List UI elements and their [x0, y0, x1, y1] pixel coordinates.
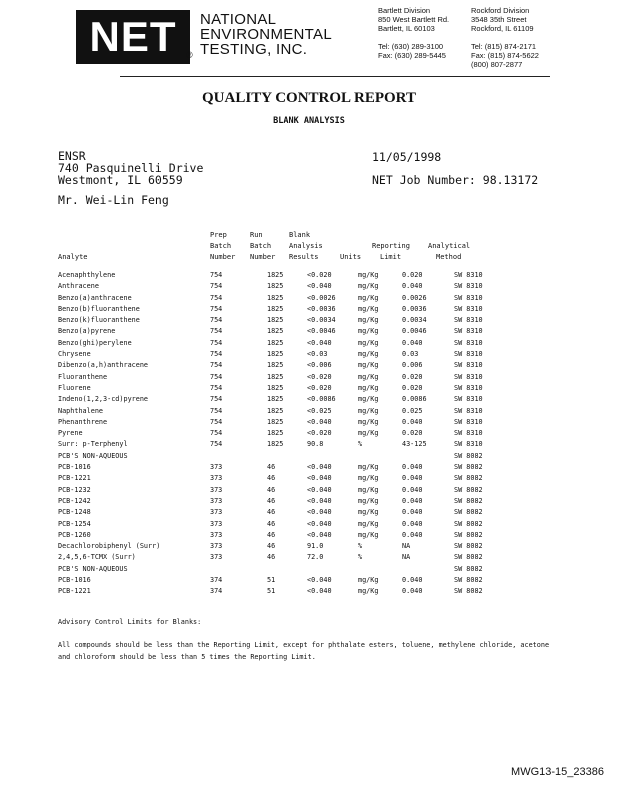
method-cell: SW 8082 [454, 576, 483, 585]
analyte-cell: PCB'S NON-AQUEOUS [58, 451, 128, 460]
result-cell: <0.006 [307, 361, 332, 370]
prep-batch-cell: 754 [210, 429, 223, 438]
reporting-limit-cell: 0.040 [402, 485, 423, 494]
col-header-text: Units [340, 253, 362, 261]
reporting-limit-cell: 0.025 [402, 406, 423, 415]
run-batch-cell [267, 451, 307, 462]
result-cell: <0.040 [307, 474, 332, 483]
reporting-limit-cell: 0.0026 [402, 293, 427, 302]
analyte-cell: PCB-1242 [58, 496, 91, 505]
result-cell: <0.040 [307, 463, 332, 472]
bartlett-line: 850 West Bartlett Rd. [378, 15, 450, 24]
col-header-text: Analyte [58, 253, 88, 261]
table-row [58, 417, 514, 428]
table-row [58, 293, 514, 304]
reporting-limit-cell: 0.040 [402, 417, 423, 426]
prep-batch-cell: 373 [210, 463, 223, 472]
col-header-blank [289, 230, 323, 263]
analyte-cell: Phenanthrene [58, 417, 108, 426]
result-cell: <0.020 [307, 383, 332, 392]
result-cell: 91.0 [307, 542, 324, 551]
prep-batch-cell: 373 [210, 474, 223, 483]
analyte-cell: PCB-1221 [58, 474, 91, 483]
result-cell: <0.040 [307, 417, 332, 426]
reporting-limit-cell: 0.006 [402, 361, 423, 370]
reporting-limit-cell: 0.040 [402, 474, 423, 483]
analyte-cell: Naphthalene [58, 406, 104, 415]
run-batch-cell: 46 [267, 542, 276, 551]
prep-batch-cell: 754 [210, 282, 223, 291]
table-row [58, 281, 514, 292]
table-row [58, 428, 514, 439]
analyte-cell: PCB-1232 [58, 485, 91, 494]
rockford-line: Tel: (815) 874-2171 [471, 42, 537, 51]
bartlett-line: Fax: (630) 289-5445 [378, 51, 446, 60]
company-line-2: ENVIRONMENTAL [200, 26, 332, 43]
method-cell: SW 8082 [454, 508, 483, 517]
method-cell: SW 8082 [454, 496, 483, 505]
rockford-line: (800) 807-2877 [471, 60, 523, 69]
units-cell: % [358, 542, 363, 551]
method-cell: SW 8310 [454, 271, 483, 279]
prep-batch-cell: 373 [210, 542, 223, 551]
run-batch-cell: 1825 [267, 316, 284, 325]
method-cell: SW 8310 [454, 293, 483, 302]
units-cell: mg/Kg [358, 485, 379, 494]
document-id: MWG13-15_23386 [511, 766, 604, 778]
result-cell: <0.040 [307, 496, 332, 505]
advisory-heading: Advisory Control Limits for Blanks: [58, 618, 202, 626]
prep-batch-cell: 754 [210, 327, 223, 336]
units-cell: mg/Kg [358, 383, 379, 392]
table-row [58, 496, 514, 507]
reporting-limit-cell: 0.040 [402, 508, 423, 517]
col-header-run [250, 230, 275, 263]
method-cell: SW 8310 [454, 350, 483, 359]
run-batch-cell: 1825 [267, 282, 284, 291]
analyte-cell: Indeno(1,2,3-cd)pyrene [58, 395, 149, 404]
method-cell: SW 8310 [454, 406, 483, 415]
reporting-limit-cell: 0.0034 [402, 316, 427, 325]
prep-batch-cell: 374 [210, 587, 223, 596]
units-cell: mg/Kg [358, 350, 379, 359]
bartlett-line: Bartlett, IL 60103 [378, 24, 435, 33]
table-row [58, 439, 514, 450]
table-row [58, 462, 514, 473]
run-batch-cell: 1825 [267, 372, 284, 381]
col-header-units [340, 252, 361, 263]
analyte-cell: 2,4,5,6-TCMX (Surr) [58, 553, 136, 562]
analyte-cell: Pyrene [58, 429, 83, 438]
method-cell: SW 8082 [454, 474, 483, 483]
method-cell: SW 8082 [454, 463, 483, 472]
prep-batch-cell [210, 564, 267, 575]
rockford-line: 3548 35th Street [471, 15, 527, 24]
units-cell: mg/Kg [358, 496, 379, 505]
report-title: QUALITY CONTROL REPORT [202, 90, 416, 106]
units-cell: mg/Kg [358, 338, 379, 347]
table-row [58, 530, 514, 541]
run-batch-cell: 46 [267, 463, 276, 472]
prep-batch-cell: 373 [210, 519, 223, 528]
analyte-cell: Fluoranthene [58, 372, 108, 381]
result-cell: <0.0086 [307, 395, 336, 404]
col-header-text: Batch [250, 242, 272, 250]
table-row [58, 338, 514, 349]
result-cell: <0.0034 [307, 316, 336, 325]
run-batch-cell: 46 [267, 485, 276, 494]
method-cell: SW 8082 [454, 451, 483, 460]
result-cell: <0.03 [307, 350, 328, 359]
prep-batch-cell: 373 [210, 485, 223, 494]
method-cell: SW 8082 [454, 530, 483, 539]
analyte-cell: Benzo(ghi)perylene [58, 338, 132, 347]
col-header-text: Batch [210, 242, 232, 250]
prep-batch-cell: 373 [210, 530, 223, 539]
reporting-limit-cell: 0.040 [402, 496, 423, 505]
company-line-1: NATIONAL [200, 11, 277, 28]
run-batch-cell: 1825 [267, 338, 284, 347]
job-number: NET Job Number: 98.13172 [372, 173, 539, 187]
units-cell: mg/Kg [358, 463, 379, 472]
run-batch-cell: 1825 [267, 350, 284, 359]
units-cell: % [358, 440, 363, 449]
prep-batch-cell: 754 [210, 304, 223, 313]
advisory-text: All compounds should be less than the Reporting Limit, except for phthalate esters, toluene, methylene chloride, acetone and chloroform should be less than 5 times the Reporting Limit. [58, 641, 550, 661]
prep-batch-cell: 374 [210, 576, 223, 585]
reporting-limit-cell: NA [402, 542, 411, 551]
table-row [58, 326, 514, 337]
table-row [58, 564, 514, 575]
units-cell: mg/Kg [358, 530, 379, 539]
run-batch-cell: 1825 [267, 429, 284, 438]
prep-batch-cell [210, 451, 267, 462]
result-cell: <0.0036 [307, 304, 336, 313]
analyte-cell: Benzo(k)fluoranthene [58, 316, 140, 325]
run-batch-cell [267, 564, 307, 575]
units-cell: mg/Kg [358, 304, 379, 313]
reporting-limit-cell [402, 451, 454, 462]
units-cell: mg/Kg [358, 282, 379, 291]
method-cell: SW 8310 [454, 304, 483, 313]
table-row [58, 270, 514, 281]
prep-batch-cell: 754 [210, 395, 223, 404]
prep-batch-cell: 373 [210, 553, 223, 562]
result-cell: 72.0 [307, 553, 324, 562]
run-batch-cell: 51 [267, 576, 276, 585]
method-cell: SW 8310 [454, 327, 483, 336]
analyte-cell: Benzo(b)fluoranthene [58, 304, 140, 313]
prep-batch-cell: 754 [210, 406, 223, 415]
units-cell: mg/Kg [358, 316, 379, 325]
analyte-cell: PCB-1016 [58, 463, 91, 472]
method-cell: SW 8310 [454, 372, 483, 381]
result-cell: <0.0046 [307, 327, 336, 336]
col-header-text: Results [289, 253, 319, 261]
units-cell: % [358, 553, 363, 562]
prep-batch-cell: 754 [210, 350, 223, 359]
method-cell: SW 8082 [454, 587, 483, 596]
result-cell: <0.040 [307, 530, 332, 539]
reporting-limit-cell: 0.040 [402, 576, 423, 585]
bartlett-address [378, 6, 449, 60]
table-row [58, 406, 514, 417]
prep-batch-cell: 754 [210, 293, 223, 302]
method-cell: SW 8310 [454, 440, 483, 449]
result-cell: <0.040 [307, 338, 332, 347]
col-header-text: Limit [380, 253, 402, 261]
units-cell: mg/Kg [358, 271, 379, 279]
table-row [58, 519, 514, 530]
prep-batch-cell: 373 [210, 508, 223, 517]
analyte-cell: PCB-1221 [58, 587, 91, 596]
result-cell: <0.040 [307, 282, 332, 291]
table-row [58, 372, 514, 383]
prep-batch-cell: 754 [210, 338, 223, 347]
prep-batch-cell: 754 [210, 361, 223, 370]
col-header-text: Prep [210, 231, 227, 239]
method-cell: SW 8310 [454, 417, 483, 426]
rockford-line: Rockford Division [471, 6, 530, 15]
run-batch-cell: 46 [267, 553, 276, 562]
table-row [58, 315, 514, 326]
analyte-cell: Surr: p-Terphenyl [58, 440, 128, 449]
units-cell: mg/Kg [358, 474, 379, 483]
reporting-limit-cell: 0.03 [402, 350, 419, 359]
col-header-text: Number [250, 253, 276, 261]
result-cell: <0.020 [307, 429, 332, 438]
units-cell: mg/Kg [358, 508, 379, 517]
analyte-cell: Acenaphthylene [58, 271, 116, 279]
reporting-limit-cell: 0.040 [402, 587, 423, 596]
prep-batch-cell: 754 [210, 417, 223, 426]
col-header-prep [210, 230, 235, 263]
rockford-line: Fax: (815) 874-5622 [471, 51, 539, 60]
rockford-line: Rockford, IL 61109 [471, 24, 534, 33]
units-cell: mg/Kg [358, 587, 379, 596]
analyte-cell: Fluorene [58, 383, 91, 392]
table-row [58, 451, 514, 462]
analyte-cell: Decachlorobiphenyl (Surr) [58, 542, 161, 551]
table-row [58, 575, 514, 586]
run-batch-cell: 46 [267, 474, 276, 483]
result-cell: <0.0026 [307, 293, 336, 302]
bartlett-line: Tel: (630) 289-3100 [378, 42, 444, 51]
analyte-cell: PCB-1248 [58, 508, 91, 517]
units-cell: mg/Kg [358, 406, 379, 415]
analyte-cell: Benzo(a)pyrene [58, 327, 116, 336]
report-subtitle: BLANK ANALYSIS [273, 116, 345, 126]
result-cell: <0.040 [307, 485, 332, 494]
method-cell: SW 8310 [454, 395, 483, 404]
analyte-cell: Chrysene [58, 350, 91, 359]
result-cell: <0.040 [307, 576, 332, 585]
reporting-limit-cell: 0.040 [402, 530, 423, 539]
table-row [58, 304, 514, 315]
col-header-text: Analytical [428, 242, 471, 250]
result-cell: <0.040 [307, 587, 332, 596]
method-cell: SW 8310 [454, 383, 483, 392]
analyte-cell: Benzo(a)anthracene [58, 293, 132, 302]
reporting-limit-cell: 0.020 [402, 372, 423, 381]
reporting-limit-cell: 0.020 [402, 383, 423, 392]
reporting-limit-cell: 0.040 [402, 463, 423, 472]
analyte-cell: PCB'S NON-AQUEOUS [58, 564, 128, 573]
run-batch-cell: 1825 [267, 327, 284, 336]
units-cell: mg/Kg [358, 395, 379, 404]
prep-batch-cell: 754 [210, 316, 223, 325]
col-header-text: Number [210, 253, 236, 261]
prep-batch-cell: 754 [210, 271, 223, 279]
reporting-limit-cell: 43-125 [402, 440, 427, 449]
reporting-limit-cell [402, 564, 454, 575]
run-batch-cell: 1825 [267, 271, 284, 279]
method-cell: SW 8082 [454, 485, 483, 494]
analyte-cell: Anthracene [58, 282, 99, 291]
run-batch-cell: 1825 [267, 440, 284, 449]
table-row [58, 552, 514, 563]
table-row [58, 394, 514, 405]
run-batch-cell: 1825 [267, 293, 284, 302]
net-logo: NET [76, 10, 190, 64]
header-rule [120, 76, 550, 77]
result-cell: <0.040 [307, 519, 332, 528]
qc-results-table [58, 270, 514, 598]
result-cell: <0.025 [307, 406, 332, 415]
registered-mark: ® [186, 50, 193, 60]
run-batch-cell: 1825 [267, 304, 284, 313]
rockford-address [471, 6, 539, 69]
prep-batch-cell: 754 [210, 383, 223, 392]
analyte-cell: PCB-1016 [58, 576, 91, 585]
run-batch-cell: 1825 [267, 406, 284, 415]
analyte-cell: PCB-1260 [58, 530, 91, 539]
run-batch-cell: 46 [267, 519, 276, 528]
units-cell: mg/Kg [358, 293, 379, 302]
run-batch-cell: 46 [267, 530, 276, 539]
result-cell: <0.020 [307, 271, 332, 279]
run-batch-cell: 1825 [267, 383, 284, 392]
contact-name: Mr. Wei-Lin Feng [58, 193, 169, 207]
col-header-reporting [372, 241, 410, 263]
reporting-limit-cell: 0.020 [402, 271, 423, 279]
col-header-text: Reporting [372, 242, 410, 250]
method-cell: SW 8082 [454, 519, 483, 528]
run-batch-cell: 1825 [267, 361, 284, 370]
table-row [58, 473, 514, 484]
prep-batch-cell: 373 [210, 496, 223, 505]
prep-batch-cell: 754 [210, 440, 223, 449]
col-header-text: Blank [289, 231, 311, 239]
table-row [58, 586, 514, 597]
table-row [58, 507, 514, 518]
table-row [58, 485, 514, 496]
run-batch-cell: 51 [267, 587, 276, 596]
col-header-analyte [58, 252, 88, 263]
method-cell: SW 8310 [454, 338, 483, 347]
run-batch-cell: 1825 [267, 395, 284, 404]
reporting-limit-cell: 0.040 [402, 282, 423, 291]
client-address: ENSR 740 Pasquinelli Drive Westmont, IL 60559 [58, 149, 204, 187]
units-cell: mg/Kg [358, 372, 379, 381]
units-cell: mg/Kg [358, 327, 379, 336]
reporting-limit-cell: NA [402, 553, 411, 562]
reporting-limit-cell: 0.040 [402, 338, 423, 347]
report-date: 11/05/1998 [372, 150, 442, 164]
units-cell: mg/Kg [358, 576, 379, 585]
run-batch-cell: 1825 [267, 417, 284, 426]
col-header-method [428, 241, 470, 263]
col-header-text: Method [436, 253, 462, 261]
result-cell: 90.8 [307, 440, 324, 449]
analyte-cell: Dibenzo(a,h)anthracene [58, 361, 149, 370]
table-row [58, 349, 514, 360]
reporting-limit-cell: 0.020 [402, 429, 423, 438]
result-cell: <0.040 [307, 508, 332, 517]
col-header-text: Run [250, 231, 263, 239]
method-cell: SW 8082 [454, 564, 483, 573]
units-cell [358, 564, 402, 575]
run-batch-cell: 46 [267, 496, 276, 505]
col-header-text: Analysis [289, 242, 323, 250]
units-cell: mg/Kg [358, 417, 379, 426]
prep-batch-cell: 754 [210, 372, 223, 381]
result-cell [307, 564, 358, 575]
method-cell: SW 8310 [454, 429, 483, 438]
units-cell: mg/Kg [358, 361, 379, 370]
reporting-limit-cell: 0.0036 [402, 304, 427, 313]
analyte-cell: PCB-1254 [58, 519, 91, 528]
method-cell: SW 8082 [454, 542, 483, 551]
company-line-3: TESTING, INC. [200, 41, 308, 58]
table-row [58, 383, 514, 394]
bartlett-line: Bartlett Division [378, 6, 431, 15]
method-cell: SW 8082 [454, 553, 483, 562]
result-cell: <0.020 [307, 372, 332, 381]
units-cell: mg/Kg [358, 519, 379, 528]
table-row [58, 360, 514, 371]
run-batch-cell: 46 [267, 508, 276, 517]
result-cell [307, 451, 358, 462]
method-cell: SW 8310 [454, 361, 483, 370]
company-name [200, 12, 332, 57]
method-cell: SW 8310 [454, 316, 483, 325]
reporting-limit-cell: 0.0086 [402, 395, 427, 404]
units-cell: mg/Kg [358, 429, 379, 438]
units-cell [358, 451, 402, 462]
reporting-limit-cell: 0.0046 [402, 327, 427, 336]
method-cell: SW 8310 [454, 282, 483, 291]
table-row [58, 541, 514, 552]
reporting-limit-cell: 0.040 [402, 519, 423, 528]
